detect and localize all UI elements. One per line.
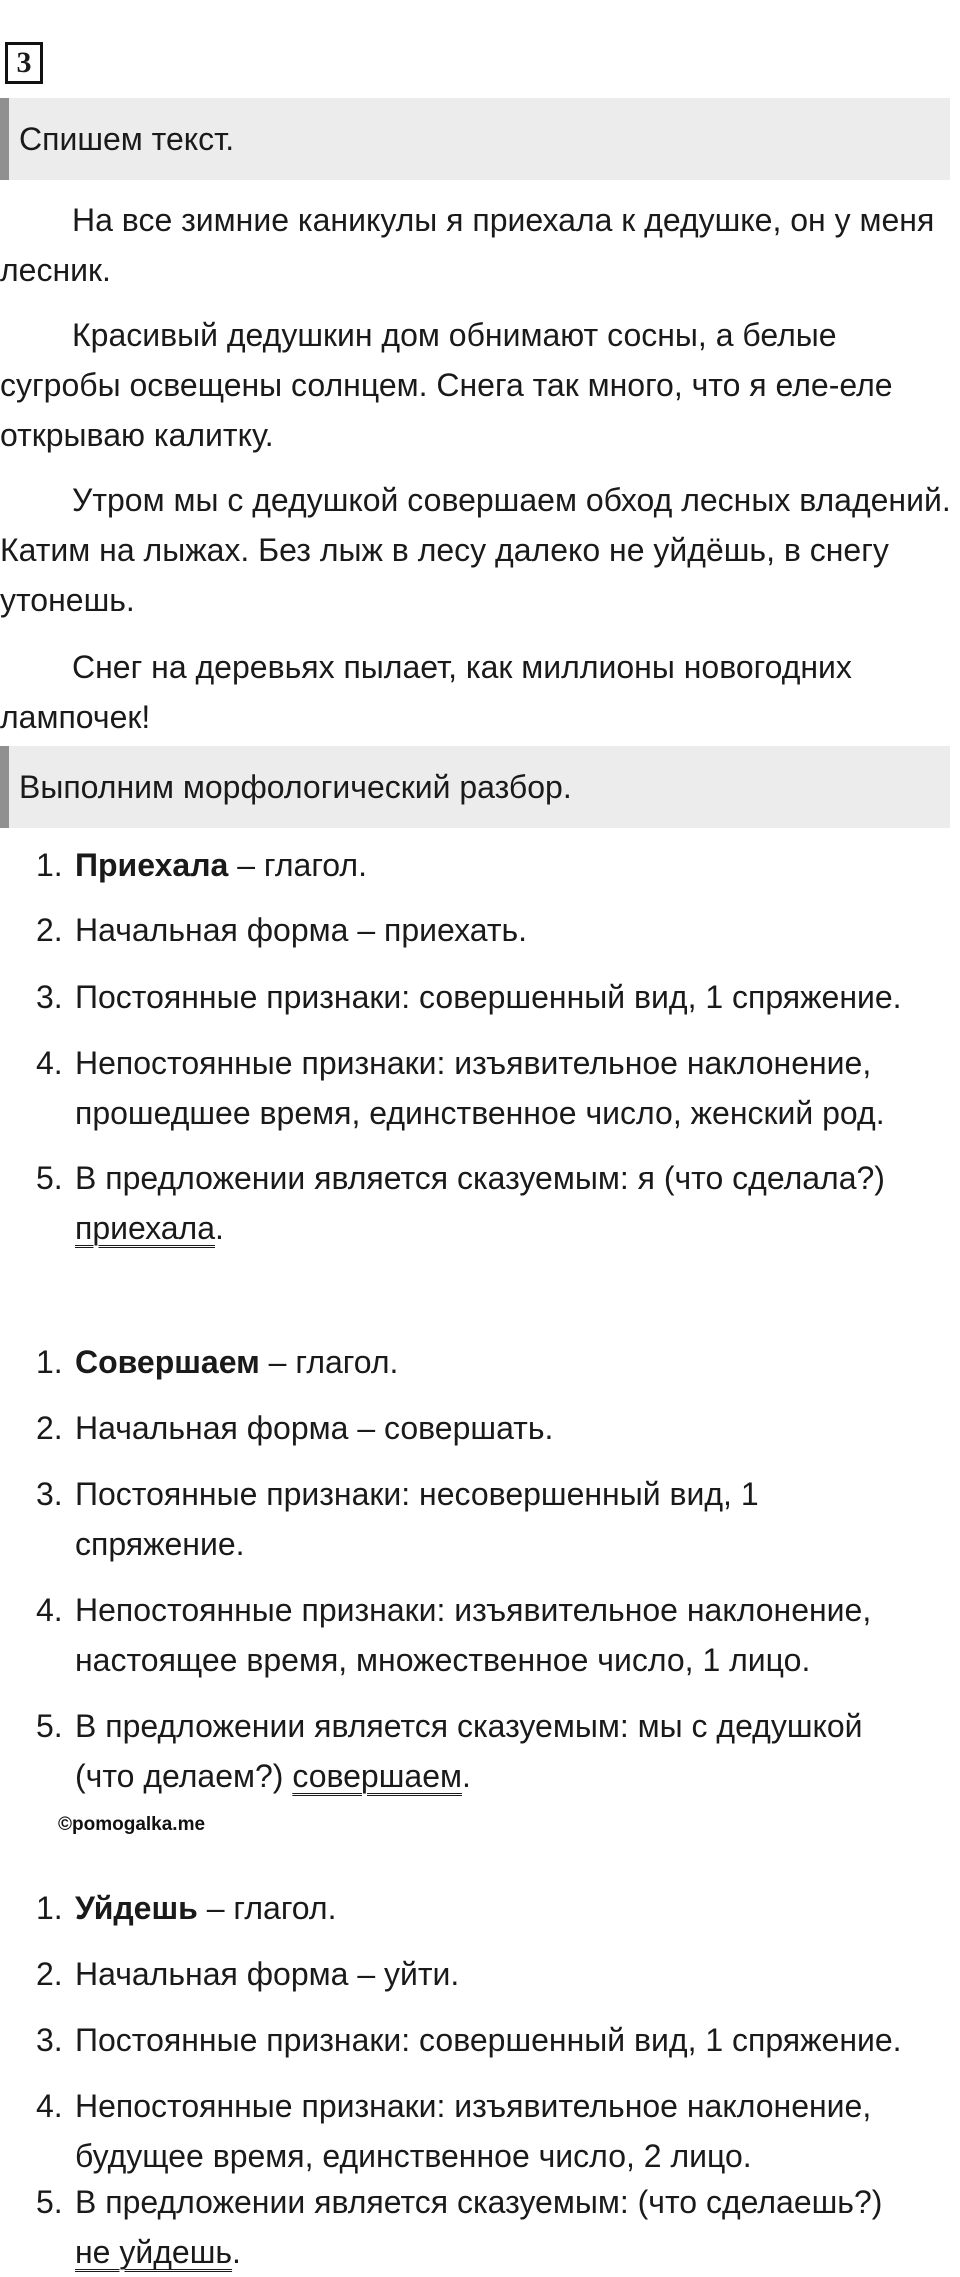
predicate-word: приехала	[75, 1210, 215, 1246]
part-of-speech: – глагол.	[228, 847, 367, 883]
list-number: 1.	[36, 1890, 63, 1926]
variable-features: Непостоянные признаки: изъявительное наклонение,	[75, 1045, 872, 1081]
syntactic-role: В предложении является сказуемым: (что сделаешь?)	[75, 2184, 883, 2220]
constant-features-cont: спряжение.	[75, 1526, 245, 1562]
predicate-word: не уйдешь	[75, 2234, 233, 2270]
list-item	[36, 1337, 956, 1387]
list-item	[36, 972, 956, 1022]
list-number: 2.	[36, 912, 63, 948]
constant-features: Постоянные признаки: совершенный вид, 1 спряжение.	[75, 2022, 902, 2058]
syntactic-role: В предложении является сказуемым: я (что сделала?)	[75, 1160, 885, 1196]
list-item	[36, 2081, 956, 2181]
text-paragraph: Утром мы с дедушкой совершаем обход лесных владений. Катим на лыжах. Без лыж в лесу далеко не уйдёшь, в снегу утонешь.	[0, 482, 951, 618]
list-item	[36, 2177, 956, 2277]
list-number: 2.	[36, 1956, 63, 1992]
syntactic-role-cont: (что делаем?) совершаем.	[75, 1758, 471, 1794]
initial-form: Начальная форма – приехать.	[75, 912, 528, 948]
variable-features: Непостоянные признаки: изъявительное наклонение,	[75, 2088, 872, 2124]
variable-features-cont: настоящее время, множественное число, 1 лицо.	[75, 1642, 811, 1678]
list-number: 5.	[36, 1708, 63, 1744]
constant-features: Постоянные признаки: совершенный вид, 1 спряжение.	[75, 979, 902, 1015]
part-of-speech: – глагол.	[259, 1344, 399, 1380]
part-of-speech: – глагол.	[197, 1890, 337, 1926]
constant-features: Постоянные признаки: несовершенный вид, 1	[75, 1476, 759, 1512]
analyzed-word: Уйдешь	[75, 1890, 198, 1926]
list-item	[36, 1153, 956, 1253]
analysis-header: Выполним морфологический разбор.	[0, 746, 950, 828]
text-paragraph: Красивый дедушкин дом обнимают сосны, а белые сугробы освещены солнцем. Снега так много, что я еле-еле открываю калитку.	[0, 317, 893, 453]
copy-text-header: Спишем текст.	[0, 98, 950, 180]
variable-features-cont: будущее время, единственное число, 2 лицо.	[75, 2138, 752, 2174]
syntactic-role: В предложении является сказуемым: мы с дедушкой	[75, 1708, 863, 1744]
list-item	[36, 2015, 956, 2065]
list-number: 1.	[36, 847, 63, 883]
list-item	[36, 1469, 956, 1569]
list-item	[36, 1585, 956, 1685]
list-number: 4.	[36, 1592, 63, 1628]
list-number: 2.	[36, 1410, 63, 1446]
initial-form: Начальная форма – уйти.	[75, 1956, 460, 1992]
list-item	[36, 1038, 956, 1138]
initial-form: Начальная форма – совершать.	[75, 1410, 554, 1446]
list-number: 5.	[36, 1160, 63, 1196]
list-number: 3.	[36, 2022, 63, 2058]
variable-features: Непостоянные признаки: изъявительное наклонение,	[75, 1592, 872, 1628]
list-number: 3.	[36, 1476, 63, 1512]
text-paragraph: Снег на деревьях пылает, как миллионы новогодних лампочек!	[0, 649, 852, 735]
list-number: 4.	[36, 1045, 63, 1081]
list-number: 3.	[36, 979, 63, 1015]
list-item	[36, 905, 956, 955]
list-item	[36, 1883, 956, 1933]
list-item	[36, 1949, 956, 1999]
list-number: 5.	[36, 2184, 63, 2220]
task-number-box: 3	[5, 42, 43, 84]
predicate-word: совершаем	[292, 1758, 462, 1794]
list-item	[36, 1403, 956, 1453]
list-number: 4.	[36, 2088, 63, 2124]
analyzed-word: Совершаем	[75, 1344, 260, 1380]
analyzed-word: Приехала	[75, 847, 229, 883]
syntactic-role-cont: приехала.	[75, 1210, 224, 1246]
list-number: 1.	[36, 1344, 63, 1380]
syntactic-role-cont: не уйдешь.	[75, 2234, 241, 2270]
watermark: ©pomogalka.me	[58, 1814, 206, 1835]
list-item	[36, 1701, 956, 1801]
variable-features-cont: прошедшее время, единственное число, женский род.	[75, 1095, 885, 1131]
text-paragraph: На все зимние каникулы я приехала к дедушке, он у меня лесник.	[0, 202, 935, 288]
list-item	[36, 840, 956, 890]
